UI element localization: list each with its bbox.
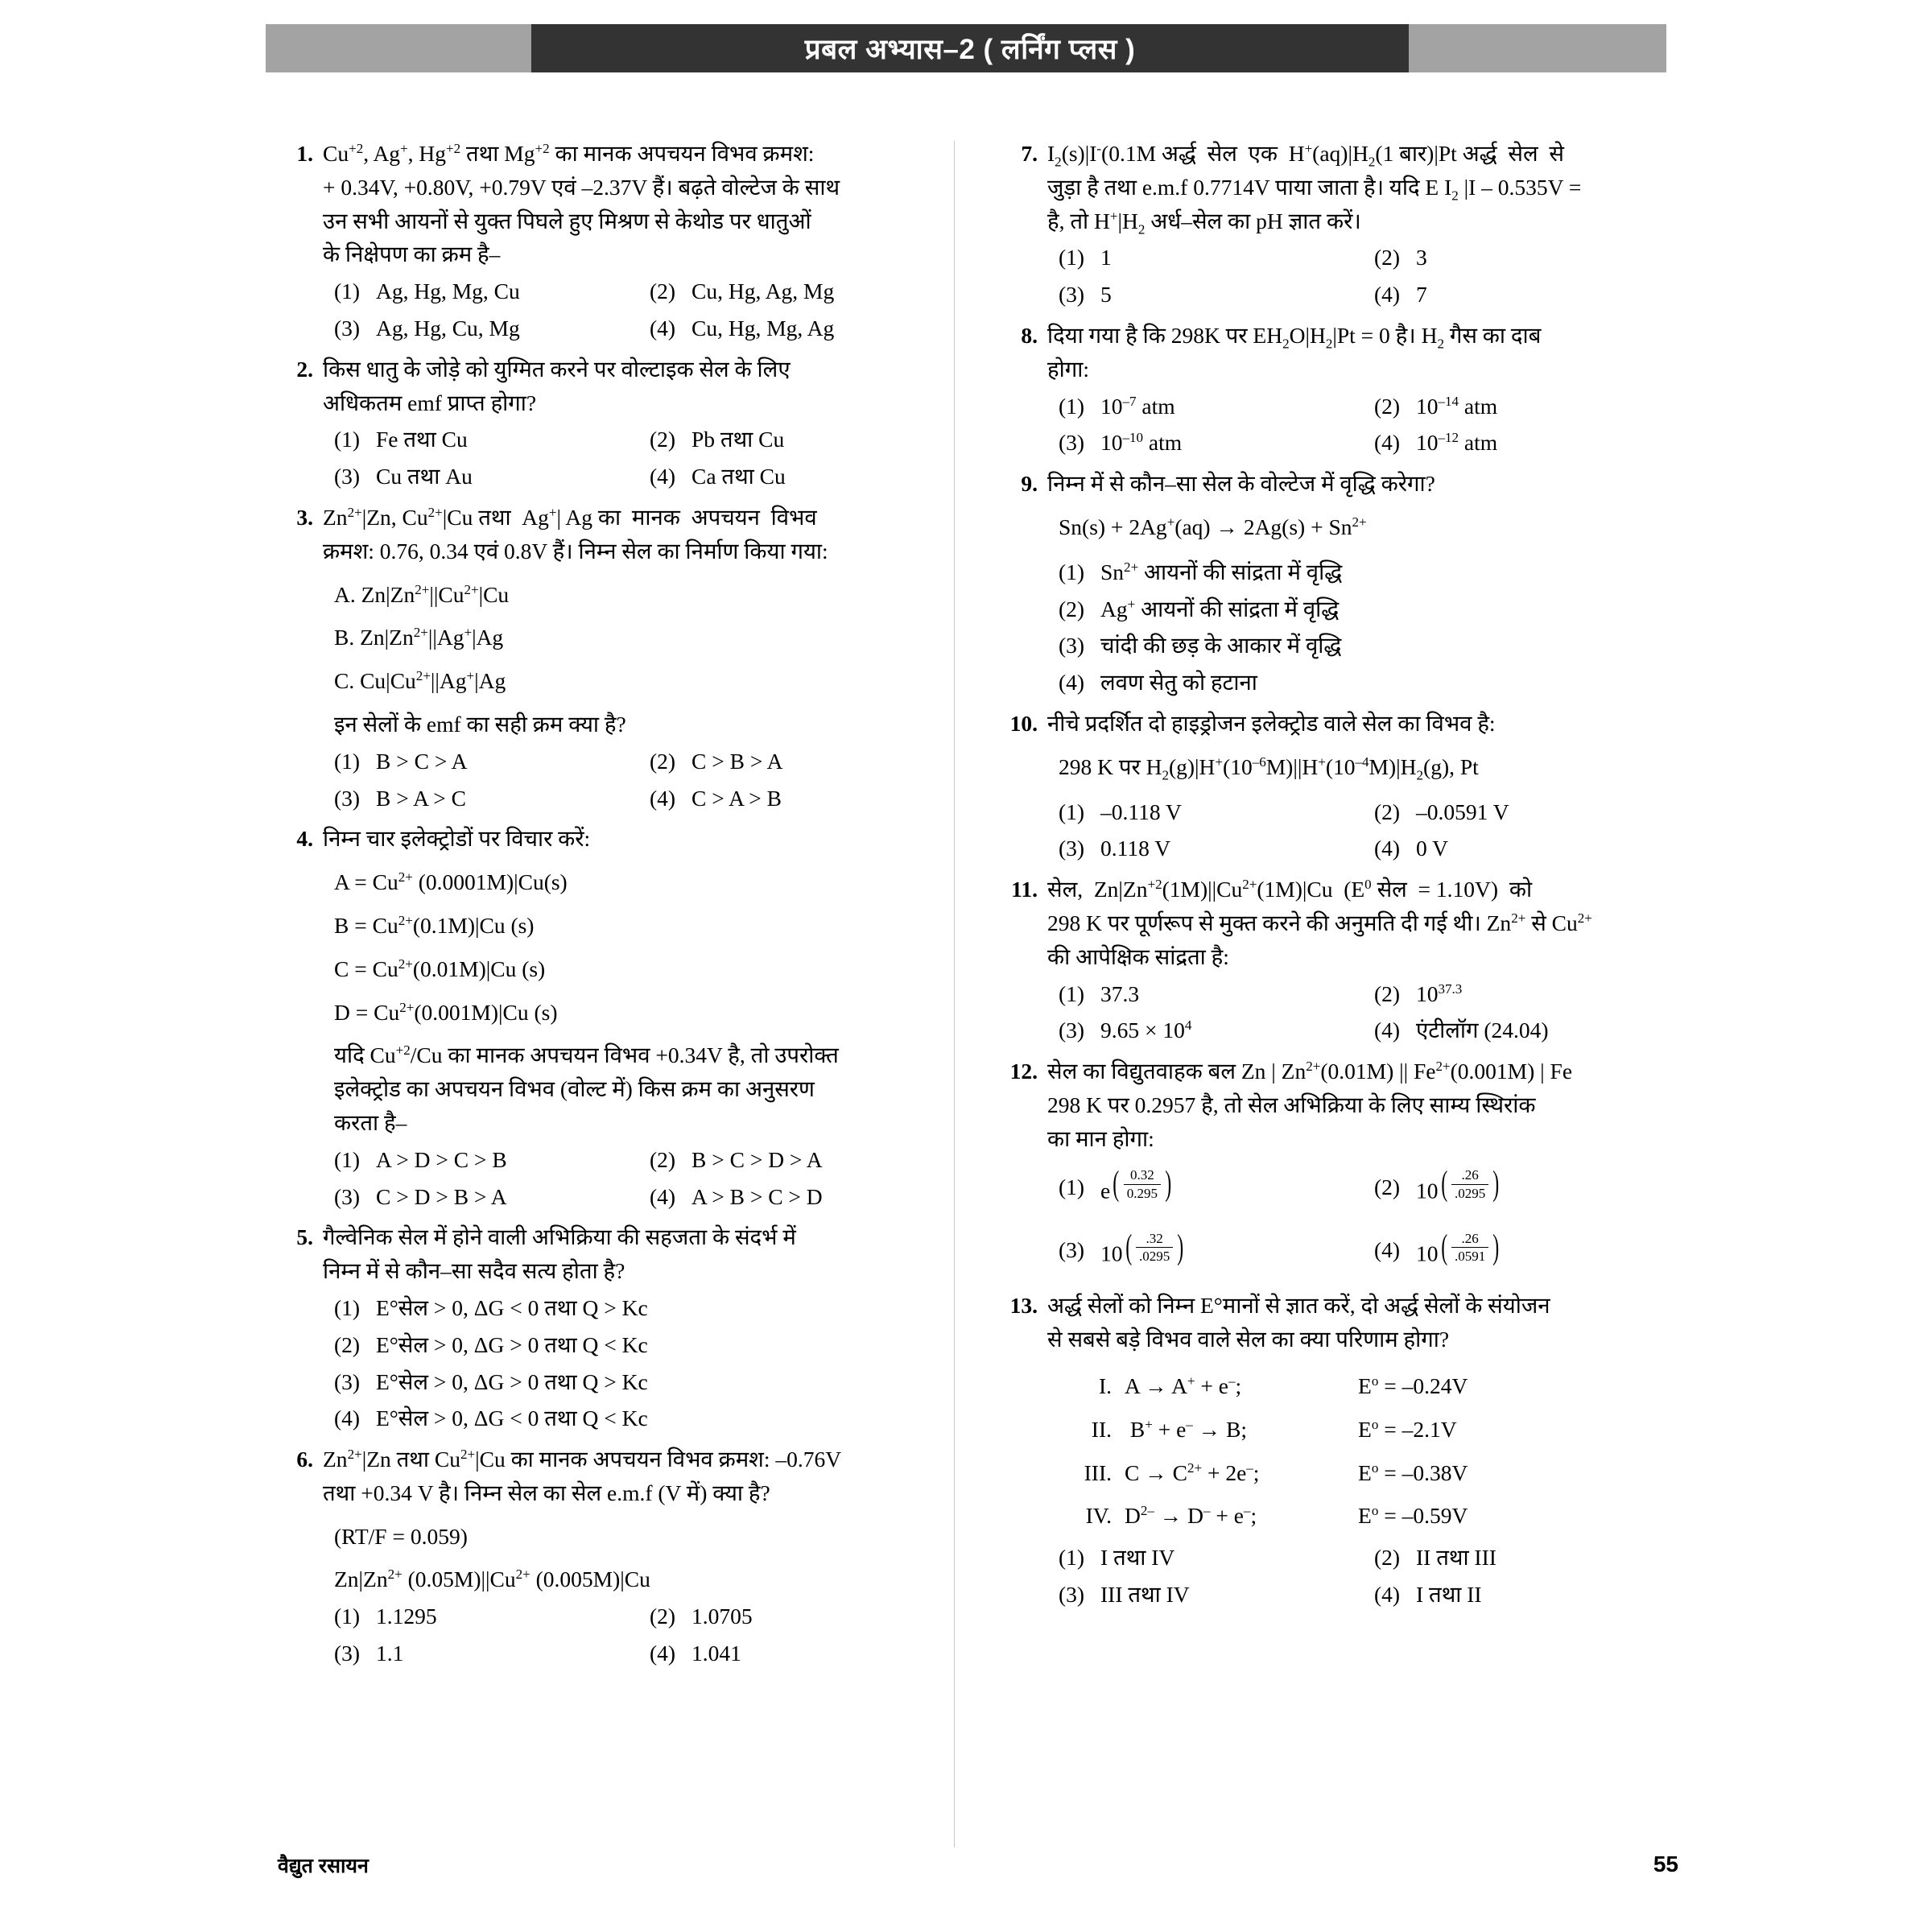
- option-label: (4): [1374, 1581, 1401, 1607]
- options: [323, 743, 954, 817]
- option-text: C > D > B > A: [376, 1183, 507, 1209]
- options: [323, 421, 954, 495]
- option-label: (1): [1059, 1545, 1085, 1571]
- power-base: e: [1100, 1178, 1111, 1203]
- potential-value: $E^o = -0.59V$: [1358, 1503, 1468, 1529]
- option-text: C > B > A: [691, 748, 783, 774]
- question-subprompt: इन सेलों के emf का सही क्रम क्या है?: [334, 711, 626, 737]
- option-4[interactable]: [1363, 276, 1678, 313]
- option-label: (4): [650, 1183, 676, 1209]
- options: [323, 1141, 954, 1216]
- option-text: 10( $\frac{.26}{.0591}$ ): [1416, 1227, 1500, 1266]
- option-label: (4): [1374, 1018, 1401, 1043]
- option-text: B > C > D > A: [691, 1146, 823, 1172]
- option-label: (2): [650, 1604, 676, 1629]
- page-number: 55: [1653, 1852, 1678, 1876]
- power-base: 10: [1416, 1178, 1439, 1203]
- chapter-name: वैद्युत रसायन: [278, 1855, 369, 1877]
- option-label: (4): [650, 464, 676, 489]
- options: [1047, 976, 1678, 1050]
- option-text: Pb तथा Cu: [691, 427, 785, 452]
- option-4[interactable]: [638, 780, 954, 817]
- option-label: (3): [1059, 633, 1085, 658]
- option-text: Ag, Hg, Cu, Mg: [376, 315, 520, 341]
- half-cell-row: [1047, 1451, 1678, 1495]
- option-text: Ag+ आयनों की सांद्रता में वृद्धि: [1100, 596, 1340, 621]
- option-text: E°सेल > 0, ΔG < 0 तथा Q < Kc: [376, 1406, 648, 1431]
- option-label: (1): [1059, 393, 1085, 419]
- option-label: (2): [1374, 1545, 1401, 1571]
- option-label: (1): [1059, 245, 1085, 270]
- option-3[interactable]: [1047, 627, 1678, 664]
- option-text: E°सेल > 0, ΔG > 0 तथा Q > Kc: [376, 1368, 648, 1394]
- option-text: 0.118 V: [1100, 836, 1171, 861]
- option-2[interactable]: [1363, 1539, 1678, 1576]
- option-label: (4): [650, 1641, 676, 1666]
- option-text: 3: [1416, 245, 1427, 270]
- option-text: एंटीलॉग (24.04): [1416, 1018, 1549, 1043]
- option-text: B > C > A: [376, 748, 468, 774]
- option-text: 1.1295: [376, 1604, 437, 1629]
- constant-note: (RT/F = 0.059): [334, 1523, 468, 1549]
- option-2[interactable]: [1363, 976, 1678, 1013]
- option-text: $9.65 \times 10^4$: [1100, 1018, 1192, 1043]
- option-text: $10^{-12}$ atm: [1416, 430, 1498, 456]
- option-1[interactable]: [1047, 976, 1363, 1013]
- option-3[interactable]: [1047, 1012, 1363, 1049]
- question-number: 2.: [296, 356, 313, 382]
- option-3[interactable]: [1047, 424, 1363, 461]
- half-reaction: A → A+ + e–;: [1125, 1373, 1242, 1398]
- question-number: 10.: [1009, 710, 1038, 736]
- option-1[interactable]: [323, 1598, 638, 1635]
- potential-value: $E^o = -2.1V$: [1358, 1416, 1457, 1442]
- options: [323, 1598, 954, 1672]
- option-label: (1): [1059, 799, 1085, 824]
- power-base: 10: [1416, 1241, 1439, 1266]
- question-stem: गैल्वेनिक सेल में होने वाली अभिक्रिया की सहजता के संदर्भ में निम्न में से कौन–सा सदैव सत्य होता है?: [323, 1224, 796, 1284]
- option-label: (1): [334, 1604, 361, 1629]
- question-9: [1002, 467, 1678, 701]
- option-4[interactable]: [1363, 830, 1678, 867]
- option-text: 1: [1100, 245, 1112, 270]
- question-number: 12.: [1009, 1059, 1038, 1084]
- option-4[interactable]: [638, 1635, 954, 1672]
- electrode-B: $B = Cu^{2+}(0.1M)|Cu$ (s): [334, 912, 535, 938]
- option-label: (4): [1374, 1236, 1401, 1262]
- option-text: C > A > B: [691, 785, 782, 811]
- option-text: Ag, Hg, Mg, Cu: [376, 279, 520, 304]
- option-label: (2): [334, 1331, 361, 1357]
- option-text: B > A > C: [376, 785, 467, 811]
- option-4[interactable]: [1363, 1576, 1678, 1613]
- option-text: लवण सेतु को हटाना: [1100, 670, 1257, 696]
- option-2[interactable]: [638, 743, 954, 780]
- question-11: [1002, 873, 1678, 1049]
- option-label: (1): [1059, 1174, 1085, 1199]
- option-label: (3): [1059, 1236, 1085, 1262]
- option-text: I तथा IV: [1100, 1545, 1175, 1571]
- option-label: (2): [1374, 245, 1401, 270]
- option-text: 1.0705: [691, 1604, 753, 1629]
- option-4[interactable]: [1047, 664, 1678, 701]
- electrode-A: $A = Cu^{2+}$ (0.0001M)|Cu(s): [334, 869, 568, 895]
- roman-label: II.: [1091, 1416, 1112, 1442]
- half-reaction: $D^{2-} \to D^- + e^-$;: [1125, 1503, 1257, 1529]
- option-label: (3): [1059, 282, 1085, 308]
- left-column: [278, 137, 954, 1678]
- option-2[interactable]: [638, 1598, 954, 1635]
- option-2[interactable]: [1363, 239, 1678, 276]
- option-label: (4): [334, 1406, 361, 1431]
- option-label: (3): [334, 1368, 361, 1394]
- option-text: 1.1: [376, 1641, 404, 1666]
- option-1[interactable]: [323, 743, 638, 780]
- question-12: [1002, 1055, 1678, 1283]
- option-label: (3): [334, 1641, 361, 1666]
- option-text: 0 V: [1416, 836, 1448, 861]
- half-reaction: B+ + e– → B;: [1125, 1416, 1248, 1442]
- right-column: [1002, 137, 1678, 1678]
- cell-notation: 298 K पर $H_2(g)|H^+(10^{-6}M)||H^+(10^{-4}M)|H_2(g)$, Pt: [1059, 753, 1479, 783]
- page-title: प्रबल अभ्यास–2 ( लर्निंग प्लस ): [804, 33, 1136, 65]
- question-stem: $I_2(s)|I^-(0.1M$ अर्द्ध सेल एक $H^+(aq)|H_2(1$ बार)|Pt अर्द्ध सेल से जुड़ा है तथा e.m.f 0.7714V पाया जाता है। यदि E $I_2$ |I – 0.535V = है, तो $H^+|H_2$ अर्ध–सेल का pH ज्ञात करें।: [1047, 140, 1582, 237]
- question-4: [278, 822, 954, 1215]
- options: [1047, 554, 1678, 701]
- potential-value: $E^o = -0.24V$: [1358, 1373, 1468, 1398]
- options: [1047, 388, 1678, 462]
- question-number: 6.: [296, 1447, 313, 1472]
- option-label: (2): [650, 279, 676, 304]
- option-4[interactable]: [638, 1179, 954, 1216]
- option-text: $10^{-7}$ atm: [1100, 393, 1175, 419]
- option-4[interactable]: [1363, 1012, 1678, 1049]
- question-10: [1002, 707, 1678, 867]
- option-label: (1): [1059, 559, 1085, 584]
- question-number: 5.: [296, 1224, 313, 1250]
- option-3[interactable]: [323, 1635, 638, 1672]
- fraction-denominator: .0295: [1454, 1185, 1486, 1201]
- option-4[interactable]: [1363, 424, 1678, 461]
- option-label: (3): [334, 785, 361, 811]
- question-number: 13.: [1009, 1293, 1038, 1319]
- option-text: Cu, Hg, Mg, Ag: [691, 315, 835, 341]
- option-3[interactable]: [323, 310, 638, 347]
- banner-right-block: [1409, 24, 1666, 72]
- option-4[interactable]: [638, 310, 954, 347]
- option-text: $10^{-10}$ atm: [1100, 430, 1183, 456]
- option-text: 10( $\frac{.32}{.0295}$ ): [1100, 1227, 1184, 1266]
- page-header-banner: [266, 24, 1666, 72]
- half-cell-row: [1047, 1494, 1678, 1538]
- option-text: 7: [1416, 282, 1427, 308]
- question-3: [278, 501, 954, 816]
- option-label: (3): [1059, 1581, 1085, 1607]
- banner-center-block: [531, 24, 1409, 72]
- option-1[interactable]: [1047, 388, 1363, 425]
- option-1[interactable]: [323, 273, 638, 310]
- question-7: [1002, 137, 1678, 313]
- option-label: (3): [1059, 836, 1085, 861]
- option-4[interactable]: [638, 458, 954, 495]
- option-text: Cu, Hg, Ag, Mg: [691, 279, 835, 304]
- option-text: A > D > C > B: [376, 1146, 507, 1172]
- fraction-denominator: .0591: [1454, 1248, 1486, 1264]
- option-text: 1.041: [691, 1641, 741, 1666]
- option-text: $10^{-14}$ atm: [1416, 393, 1498, 419]
- option-2[interactable]: [638, 273, 954, 310]
- electrode-D: $D = Cu^{2+}(0.001M)|Cu$ (s): [334, 999, 558, 1025]
- options: [323, 1290, 954, 1437]
- cell-notation: $Zn|Zn^{2+}$ $(0.05M)||Cu^{2+}$ (0.005M)|Cu: [334, 1567, 650, 1592]
- option-label: (4): [650, 785, 676, 811]
- question-stem: निम्न चार इलेक्ट्रोडों पर विचार करें:: [323, 826, 591, 852]
- half-cell-row: [1047, 1364, 1678, 1408]
- option-label: (2): [650, 1146, 676, 1172]
- roman-label: IV.: [1085, 1503, 1112, 1529]
- electrode-C: $C = Cu^{2+}(0.01M)|Cu$ (s): [334, 956, 546, 981]
- power-base: 10: [1100, 1241, 1123, 1266]
- option-1[interactable]: [323, 421, 638, 458]
- option-text: $Sn^{2+}$ आयनों की सांद्रता में वृद्धि: [1100, 559, 1343, 584]
- option-label: (2): [1059, 596, 1085, 621]
- question-number: 9.: [1021, 471, 1038, 497]
- question-number: 11.: [1011, 877, 1038, 902]
- option-label: (2): [1374, 980, 1401, 1006]
- option-label: (2): [650, 748, 676, 774]
- cell-B: B. $Zn|Zn^{2+}||Ag^+|Ag$: [334, 625, 504, 650]
- option-text: Cu तथा Au: [376, 464, 473, 489]
- fraction-numerator: 0.32: [1124, 1167, 1161, 1184]
- option-text: I तथा II: [1416, 1581, 1482, 1607]
- option-text: –0.0591 V: [1416, 799, 1509, 824]
- option-label: (4): [1374, 430, 1401, 456]
- question-stem: निम्न में से कौन–सा सेल के वोल्टेज में वृद्धि करेगा?: [1047, 471, 1435, 497]
- option-2[interactable]: [1363, 388, 1678, 425]
- option-2[interactable]: [638, 421, 954, 458]
- question-stem: सेल का विद्युतवाहक बल Zn | $Zn^{2+}(0.01M)$ || $Fe^{2+}(0.001M)$ | Fe 298 K पर 0.2957 है, तो सेल अभिक्रिया के लिए साम्य स्थिरांक का मान होगा:: [1047, 1058, 1573, 1151]
- half-cell-row: [1047, 1408, 1678, 1451]
- option-label: (3): [1059, 430, 1085, 456]
- question-stem: दिया गया है कि 298K पर $EH_2O|H_2|Pt = 0$ है। $H_2$ गैस का दाब होगा:: [1047, 322, 1542, 382]
- option-label: (1): [334, 1146, 361, 1172]
- option-1[interactable]: [1047, 554, 1678, 591]
- options: [323, 273, 954, 347]
- option-label: (3): [334, 1183, 361, 1209]
- option-label: (2): [1374, 1174, 1401, 1199]
- option-2[interactable]: [1363, 794, 1678, 831]
- fraction-numerator: .32: [1136, 1231, 1173, 1248]
- option-1[interactable]: [1047, 239, 1363, 276]
- option-text: A > B > C > D: [691, 1183, 823, 1209]
- option-text: Ca तथा Cu: [691, 464, 786, 489]
- option-label: (4): [1374, 282, 1401, 308]
- question-stem: सेल, $Zn|Zn^{+2}(1M)||Cu^{2+}(1M)|Cu$ ($E^0$ सेल = 1.10V) को 298 K पर पूर्णरूप से मुक्त करने की अनुमति दी गई थी। $Zn^{2+}$ से $Cu^{2+}$ की आपेक्षिक सांद्रता है:: [1047, 876, 1592, 969]
- option-label: (4): [1374, 836, 1401, 861]
- question-number: 8.: [1021, 322, 1038, 348]
- option-text: चांदी की छड़ के आकार में वृद्धि: [1100, 633, 1342, 658]
- option-text: Fe तथा Cu: [376, 427, 468, 452]
- option-2[interactable]: [1363, 1158, 1678, 1220]
- option-3[interactable]: [1047, 1576, 1363, 1613]
- roman-label: III.: [1084, 1459, 1112, 1485]
- option-3[interactable]: [323, 1179, 638, 1216]
- question-1: [278, 137, 954, 347]
- cell-A: A. $Zn|Zn^{2+}||Cu^{2+}|Cu$: [334, 581, 510, 607]
- option-label: (4): [650, 315, 676, 341]
- option-label: (4): [1059, 670, 1085, 696]
- option-1[interactable]: [1047, 1539, 1363, 1576]
- question-number: 3.: [296, 504, 313, 530]
- options: [1047, 1158, 1678, 1284]
- question-columns: [278, 137, 1678, 1678]
- option-label: (1): [334, 748, 361, 774]
- option-text: $10^{37.3}$: [1416, 980, 1463, 1006]
- option-text: 5: [1100, 282, 1112, 308]
- option-text: 37.3: [1100, 980, 1140, 1006]
- question-8: [1002, 319, 1678, 461]
- option-label: (3): [334, 315, 361, 341]
- option-text: E°सेल > 0, ΔG < 0 तथा Q > Kc: [376, 1294, 648, 1320]
- page-footer: [278, 1852, 1678, 1879]
- option-3[interactable]: [1047, 276, 1363, 313]
- option-text: II तथा III: [1416, 1545, 1496, 1571]
- fraction-numerator: .26: [1451, 1231, 1488, 1248]
- option-text: III तथा IV: [1100, 1581, 1190, 1607]
- option-3[interactable]: [323, 1364, 954, 1401]
- question-stem: $Zn^{2+}|Zn$ तथा $Cu^{2+}|Cu$ का मानक अपचयन विभव क्रमश: –0.76V तथा +0.34 V है। निम्न सेल का सेल e.m.f (V में) क्या है?: [323, 1446, 842, 1505]
- question-stem: किस धातु के जोड़े को युग्मित करने पर वोल्टाइक सेल के लिए अधिकतम emf प्राप्त होगा?: [323, 356, 791, 415]
- option-text: E°सेल > 0, ΔG > 0 तथा Q < Kc: [376, 1331, 648, 1357]
- question-stem: अर्द्ध सेलों को निम्न E°मानों से ज्ञात करें, दो अर्द्ध सेलों के संयोजन से सबसे बड़े विभव वाले सेल का क्या परिणाम होगा?: [1047, 1293, 1550, 1352]
- option-2[interactable]: [638, 1141, 954, 1179]
- option-1[interactable]: [323, 1290, 954, 1327]
- question-5: [278, 1220, 954, 1437]
- option-text: e( $\frac{0.32}{0.295}$ ): [1100, 1164, 1172, 1203]
- half-cell-list: [1047, 1364, 1678, 1538]
- question-number: 4.: [296, 826, 313, 852]
- option-2[interactable]: [323, 1327, 954, 1364]
- option-4[interactable]: [1363, 1220, 1678, 1283]
- option-1[interactable]: [1047, 794, 1363, 831]
- half-reaction: $C \to C^{2+} + 2e^-$;: [1125, 1459, 1260, 1485]
- option-label: (3): [334, 464, 361, 489]
- option-label: (2): [1374, 799, 1401, 824]
- option-label: (1): [334, 279, 361, 304]
- options: [1047, 239, 1678, 313]
- question-number: 7.: [1021, 141, 1038, 166]
- cell-C: C. $Cu|Cu^{2+}||Ag^+|Ag$: [334, 668, 506, 694]
- fraction-denominator: .0295: [1138, 1248, 1170, 1264]
- option-3[interactable]: [323, 780, 638, 817]
- option-3[interactable]: [1047, 1220, 1363, 1283]
- options: [1047, 1539, 1678, 1613]
- question-stem: $Zn^{2+}|Zn$, $Cu^{2+}|Cu$ तथा Ag+| Ag का मानक अपचयन विभव क्रमश: 0.76, 0.34 एवं 0.8V हैं। निम्न सेल का निर्माण किया गया:: [323, 504, 828, 564]
- option-1[interactable]: [323, 1141, 638, 1179]
- fraction-numerator: .26: [1451, 1167, 1488, 1184]
- question-13: [1002, 1289, 1678, 1612]
- option-1[interactable]: [1047, 1158, 1363, 1220]
- option-label: (1): [1059, 980, 1085, 1006]
- option-4[interactable]: [323, 1400, 954, 1437]
- option-label: (3): [1059, 1018, 1085, 1043]
- question-6: [278, 1443, 954, 1672]
- fraction-denominator: 0.295: [1126, 1185, 1158, 1201]
- question-stem: नीचे प्रदर्शित दो हाइड्रोजन इलेक्ट्रोड वाले सेल का विभव है:: [1047, 710, 1496, 736]
- banner-left-block: [266, 24, 531, 72]
- option-3[interactable]: [323, 458, 638, 495]
- potential-value: $E^o = -0.38V$: [1358, 1459, 1468, 1485]
- option-3[interactable]: [1047, 830, 1363, 867]
- option-text: 10( $\frac{.26}{.0295}$ ): [1416, 1164, 1500, 1203]
- question-subprompt: यदि $Cu^{+2}/Cu$ का मानक अपचयन विभव +0.34V है, तो उपरोक्त इलेक्ट्रोड का अपचयन विभव (वोल्ट में) किस क्रम का अनुसरण करता है–: [334, 1042, 839, 1135]
- option-label: (2): [1374, 393, 1401, 419]
- option-label: (2): [650, 427, 676, 452]
- question-2: [278, 353, 954, 495]
- reaction-equation: $Sn(s) + 2Ag^+(aq) \to 2Ag(s) + Sn^{2+}$: [1059, 514, 1367, 539]
- option-label: (1): [334, 427, 361, 452]
- option-label: (1): [334, 1294, 361, 1320]
- options: [1047, 794, 1678, 868]
- option-2[interactable]: [1047, 591, 1678, 628]
- roman-label: I.: [1098, 1373, 1112, 1398]
- option-text: –0.118 V: [1100, 799, 1182, 824]
- question-stem: $Cu^{+2}$, Ag+, $Hg^{+2}$ तथा $Mg^{+2}$ का मानक अपचयन विभव क्रमश: + 0.34V, +0.80V, +0.79V एवं –2.37V हैं। बढ़ते वोल्टेज के साथ उन सभी आयनों से युक्त पिघले हुए मिश्रण से केथोड पर धातुओं के निक्षेपण का क्रम है–: [323, 140, 840, 267]
- question-number: 1.: [296, 141, 313, 166]
